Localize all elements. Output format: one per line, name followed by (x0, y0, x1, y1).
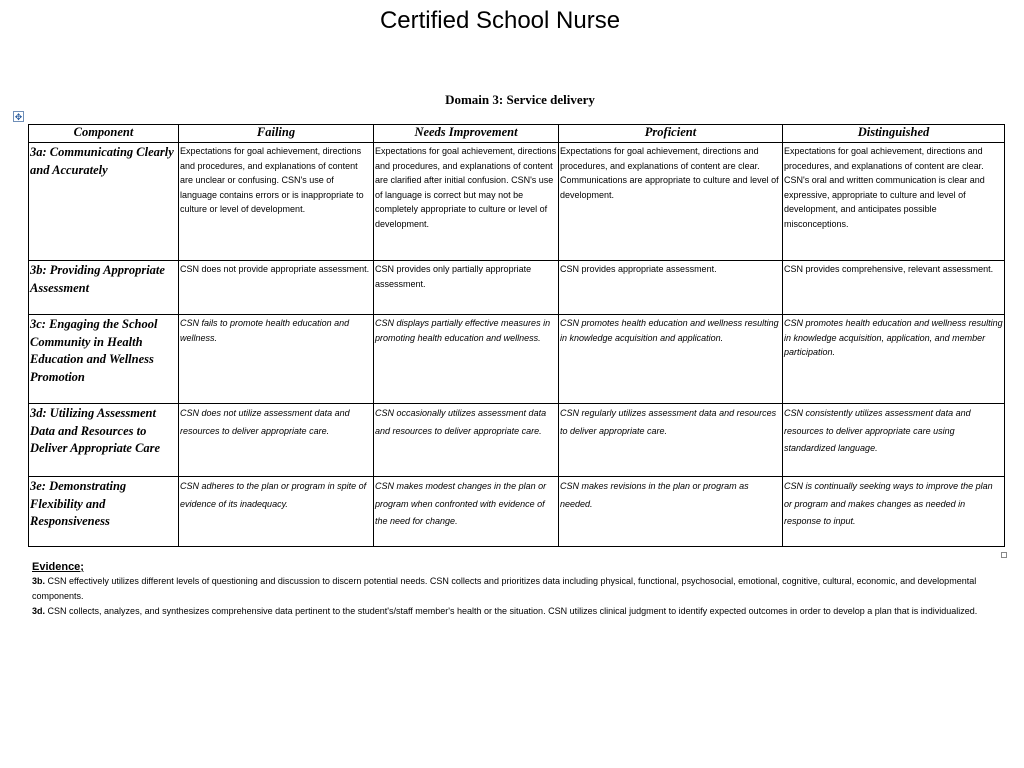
resize-handle-icon[interactable] (1001, 552, 1007, 558)
rubric-table (28, 124, 1005, 547)
needs-improvement-cell: CSN displays partially effective measures in promoting health education and wellness. (374, 315, 559, 404)
evidence-heading: Evidence; (32, 561, 84, 573)
component-cell: 3e: Demonstrating Flexibility and Responsiveness (29, 477, 179, 547)
evidence-item (32, 604, 992, 619)
header-component: Component (29, 125, 179, 143)
slide-title: Certified School Nurse (379, 7, 621, 34)
failing-cell: CSN fails to promote health education and wellness. (179, 315, 374, 404)
failing-cell: CSN does not utilize assessment data and resources to deliver appropriate care. (179, 404, 374, 477)
evidence-item (32, 574, 992, 604)
failing-cell: CSN adheres to the plan or program in spite of evidence of its inadequacy. (179, 477, 374, 547)
evidence-text: CSN collects, analyzes, and synthesizes comprehensive data pertinent to the student's/staff member's health or the situation. CSN utilizes clinical judgment to identify expected outcomes in order to develop a plan that is individualized. (47, 606, 978, 616)
move-arrows-icon[interactable]: ✥ (14, 112, 23, 122)
evidence-label: 3b. (32, 576, 46, 586)
failing-cell: CSN does not provide appropriate assessment. (179, 261, 374, 315)
distinguished-cell: CSN is continually seeking ways to improve the plan or program and makes changes as needed in response to input. (783, 477, 1005, 547)
component-cell: 3b: Providing Appropriate Assessment (29, 261, 179, 315)
component-cell: 3c: Engaging the School Community in Health Education and Wellness Promotion (29, 315, 179, 404)
component-cell: 3a: Communicating Clearly and Accurately (29, 143, 179, 261)
evidence-label: 3d. (32, 606, 46, 616)
needs-improvement-cell: CSN provides only partially appropriate assessment. (374, 261, 559, 315)
table-header-row (29, 125, 1005, 143)
proficient-cell: CSN makes revisions in the plan or program as needed. (559, 477, 783, 547)
table-row (29, 315, 1005, 404)
table-row (29, 477, 1005, 547)
needs-improvement-cell: Expectations for goal achievement, directions and procedures, and explanations of content are clarified after initial confusion. CSN's use of language is correct but may not be completely appropriate to culture or level of development. (374, 143, 559, 261)
proficient-cell: CSN provides appropriate assessment. (559, 261, 783, 315)
distinguished-cell: Expectations for goal achievement, directions and procedures, and explanations of content are clear. CSN's oral and written communication is clear and expressive, appropriate to culture and level of development, and anticipates possible misconceptions. (783, 143, 1005, 261)
failing-cell: Expectations for goal achievement, directions and procedures, and explanations of content are unclear or confusing. CSN's use of language contains errors or is inappropriate to culture or level of development. (179, 143, 374, 261)
header-failing: Failing (179, 125, 374, 143)
document-title: Domain 3: Service delivery (445, 92, 595, 107)
component-cell: 3d: Utilizing Assessment Data and Resources to Deliver Appropriate Care (29, 404, 179, 477)
distinguished-cell: CSN promotes health education and wellness resulting in knowledge acquisition, application, and member participation. (783, 315, 1005, 404)
proficient-cell: CSN promotes health education and wellness resulting in knowledge acquisition and application. (559, 315, 783, 404)
table-row (29, 261, 1005, 315)
needs-improvement-cell: CSN occasionally utilizes assessment data and resources to deliver appropriate care. (374, 404, 559, 477)
table-row (29, 143, 1005, 261)
evidence-section (32, 561, 992, 619)
evidence-text: CSN effectively utilizes different levels of questioning and discussion to discern potential needs. CSN collects and prioritizes data including physical, functional, psychosocial, emotional, cognitive, cultural, economic, and developmental components. (32, 576, 977, 601)
header-proficient: Proficient (559, 125, 783, 143)
proficient-cell: Expectations for goal achievement, directions and procedures, and explanations of content are clear. Communications are appropriate to culture and level of development. (559, 143, 783, 261)
header-distinguished: Distinguished (783, 125, 1005, 143)
distinguished-cell: CSN provides comprehensive, relevant assessment. (783, 261, 1005, 315)
proficient-cell: CSN regularly utilizes assessment data and resources to deliver appropriate care. (559, 404, 783, 477)
table-row (29, 404, 1005, 477)
header-needs-improvement: Needs Improvement (374, 125, 559, 143)
needs-improvement-cell: CSN makes modest changes in the plan or program when confronted with evidence of the need for change. (374, 477, 559, 547)
distinguished-cell: CSN consistently utilizes assessment data and resources to deliver appropriate care using standardized language. (783, 404, 1005, 477)
